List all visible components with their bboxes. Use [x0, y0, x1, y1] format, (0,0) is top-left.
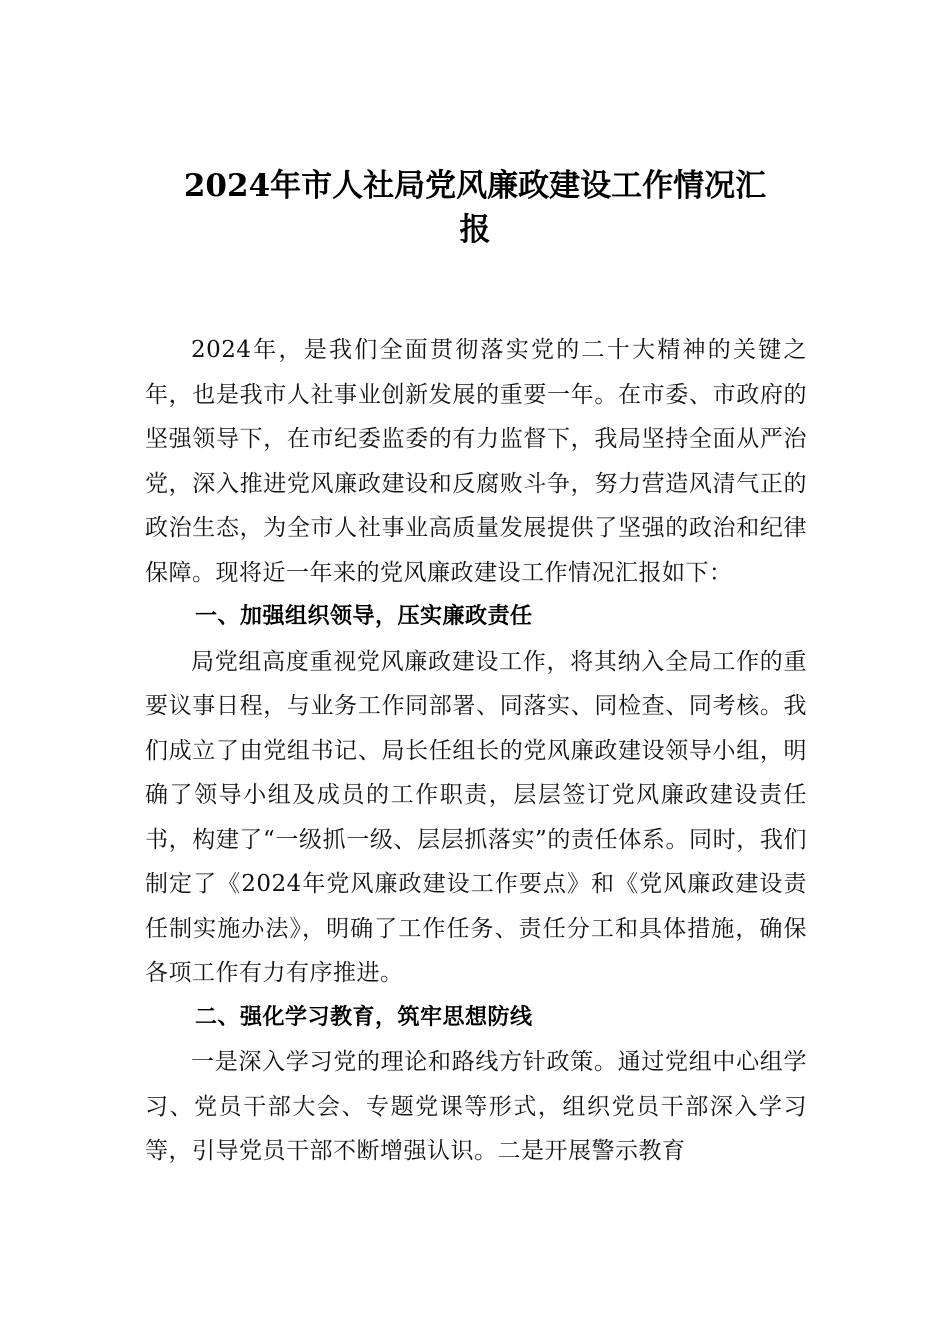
document-title-line-2: 报	[459, 212, 491, 248]
section-heading-1: 一、加强组织领导，压实廉政责任	[195, 604, 533, 629]
section-paragraph-2: 一是深入学习党的理论和路线方针政策。通过党组中心组学习、党员干部大会、专题党课等形式，组织党员干部深入学习等，引导党员干部不断增强认识。二是开展警示教育	[145, 1049, 807, 1164]
document-body	[145, 328, 807, 1174]
document-title-line-1: 2024年市人社局党风廉政建设工作情况汇	[183, 168, 767, 204]
intro-paragraph: 2024年，是我们全面贯彻落实党的二十大精神的关键之年，也是我市人社事业创新发展的重要一年。在市委、市政府的坚强领导下，在市纪委监委的有力监督下，我局坚持全面从严治党，深入推进党风廉政建设和反腐败斗争，努力营造风清气正的政治生态，为全市人社事业高质量发展提供了坚强的政治和纪律保障。现将近一年来的党风廉政建设工作情况汇报如下：	[145, 337, 807, 586]
section-heading-2: 二、强化学习教育，筑牢思想防线	[195, 1004, 533, 1030]
section-paragraph-1: 局党组高度重视党风廉政建设工作，将其纳入全局工作的重要议事日程，与业务工作同部署、同落实、同检查、同考核。我们成立了由党组书记、局长任组长的党风廉政建设领导小组，明确了领导小组及成员的工作职责，层层签订党风廉政建设责任书，构建了“一级抓一级、层层抓落实”的责任体系。同时，我们制定了《2024年党风廉政建设工作要点》和《党风廉政建设责任制实施办法》，明确了工作任务、责任分工和具体措施，确保各项工作有力有序推进。	[145, 648, 807, 986]
